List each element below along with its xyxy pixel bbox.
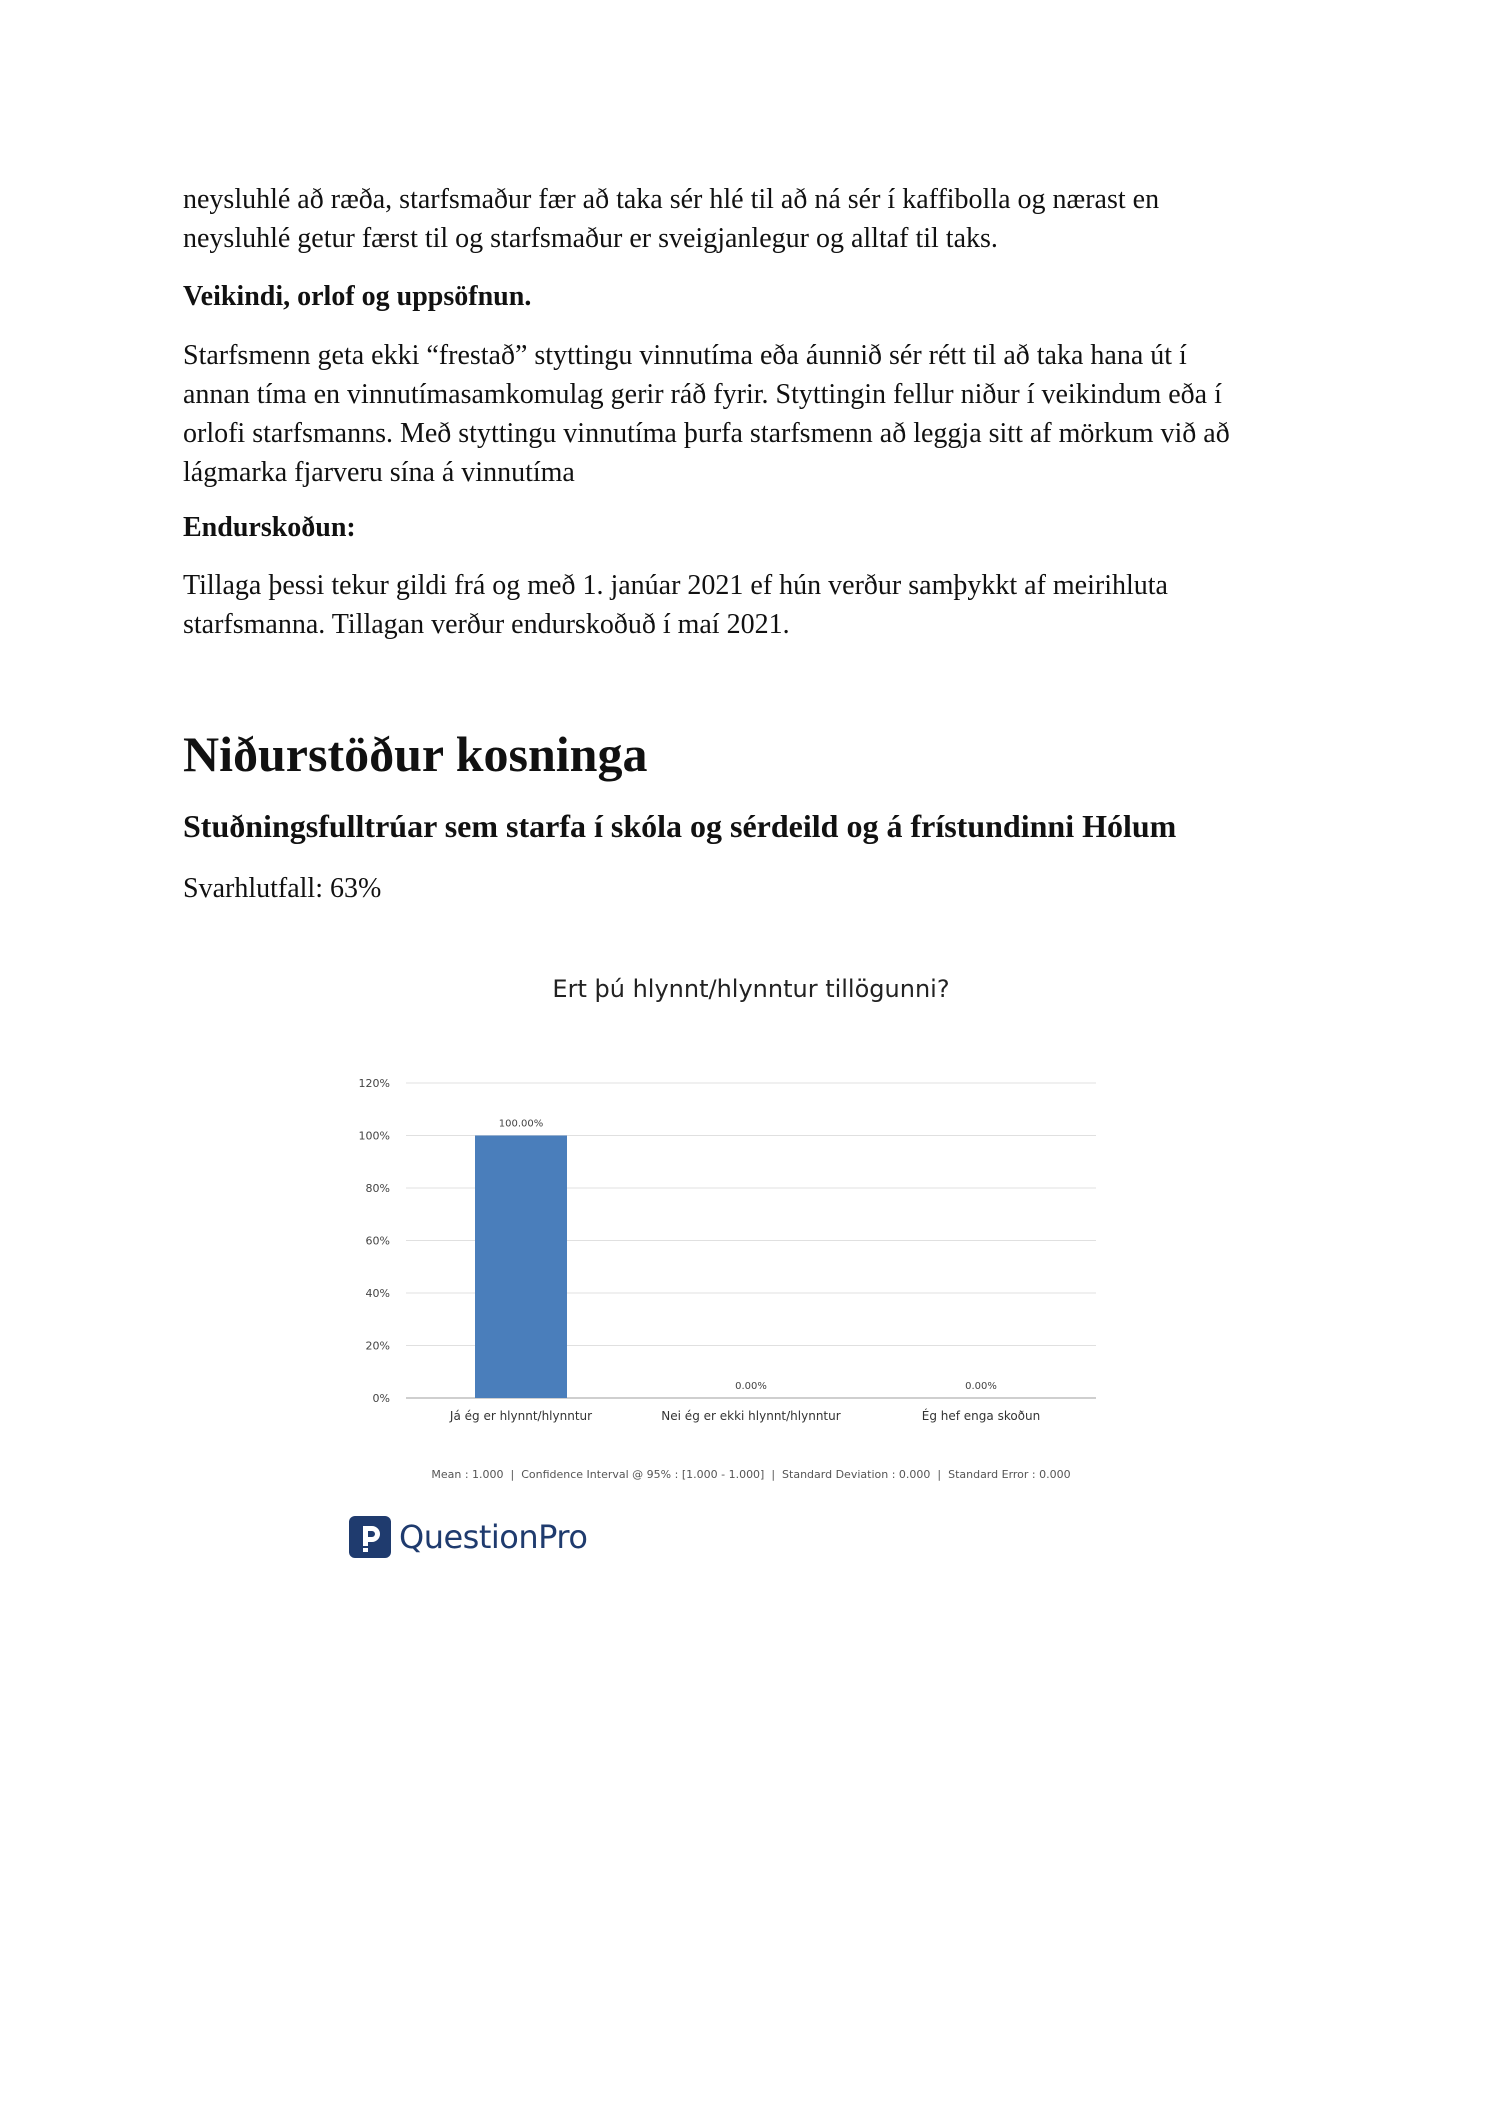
chart-title: Ert þú hlynnt/hlynntur tillögunni?: [552, 975, 950, 1003]
category-label: Já ég er hlynnt/hlynntur: [449, 1409, 593, 1423]
bar-chart: [330, 955, 1160, 1575]
bar: [475, 1136, 567, 1399]
results-title: Niðurstöður kosninga: [183, 726, 648, 782]
questionpro-logo-icon: [349, 1516, 391, 1558]
section-review-heading: Endurskoðun:: [183, 512, 356, 543]
y-tick-label: 120%: [358, 1077, 390, 1090]
section-review: [183, 508, 1323, 547]
y-tick-label: 80%: [365, 1182, 390, 1195]
y-tick-label: 60%: [365, 1234, 390, 1248]
y-tick-label: 20%: [365, 1339, 390, 1353]
section-sick-heading: Veikindi, orlof og uppsöfnun.: [183, 281, 532, 312]
y-tick-label: 40%: [365, 1287, 390, 1300]
data-label: 0.00%: [735, 1381, 767, 1392]
results-title-block: [183, 724, 1323, 784]
chart-stats: Mean : 1.000 | Confidence Interval @ 95% : [1.000 - 1.000] | Standard Deviation : 0.000 | Standard Error : 0.000: [431, 1468, 1071, 1481]
paragraph-line: lágmarka fjarveru sína á vinnutíma: [183, 457, 575, 488]
results-subtitle: Stuðningsfulltrúar sem starfa í skóla og sérdeild og á frístundinni Hólum: [183, 808, 1177, 844]
intro-line: neysluhlé að ræða, starfsmaður fær að taka sér hlé til að ná sér í kaffibolla og nærast en: [183, 184, 1160, 215]
paragraph-line: Tillaga þessi tekur gildi frá og með 1. janúar 2021 ef hún verður samþykkt af meirihluta: [183, 570, 1168, 601]
section-sick: [183, 277, 1323, 316]
section-sick-paragraph: [183, 336, 1323, 492]
questionpro-logo: [349, 1512, 587, 1562]
paragraph-line: starfsmanna. Tillagan verður endurskoðuð í maí 2021.: [183, 609, 790, 640]
intro-line: neysluhlé getur færst til og starfsmaður er sveigjanlegur og alltaf til taks.: [183, 223, 998, 254]
section-review-paragraph: [183, 566, 1323, 644]
y-tick-label: 0%: [372, 1392, 390, 1405]
response-rate-block: [183, 869, 1323, 908]
data-label: 100.00%: [498, 1118, 544, 1130]
y-tick-label: 100%: [358, 1129, 390, 1143]
chart-svg: [330, 955, 1160, 1575]
paragraph-line: annan tíma en vinnutímasamkomulag gerir ráð fyrir. Styttingin fellur niður í veikindum eða í: [183, 379, 1222, 410]
data-label: 0.00%: [965, 1381, 997, 1392]
paragraph-line: Starfsmenn geta ekki “frestað” styttingu vinnutíma eða áunnið sér rétt til að taka hana út í: [183, 340, 1187, 371]
results-subtitle-block: [183, 806, 1323, 846]
paragraph-line: orlofi starfsmanns. Með styttingu vinnutíma þurfa starfsmenn að leggja sitt af mörkum við að: [183, 418, 1230, 449]
category-label: Ég hef enga skoðun: [921, 1409, 1041, 1423]
intro-paragraph: [183, 180, 1323, 258]
questionpro-logo-text: QuestionPro: [399, 1518, 588, 1556]
category-label: Nei ég er ekki hlynnt/hlynntur: [661, 1409, 841, 1423]
response-rate: Svarhlutfall: 63%: [183, 873, 382, 904]
